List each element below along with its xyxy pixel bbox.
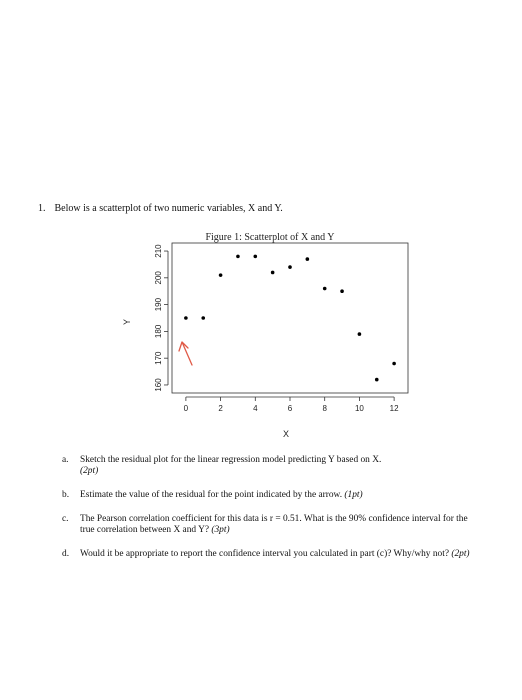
- question-number: 1.: [38, 203, 46, 214]
- x-tick-label: 12: [389, 404, 399, 413]
- x-axis: [184, 397, 399, 413]
- data-point: [288, 265, 292, 269]
- data-point: [201, 316, 205, 320]
- part-d-label: d.: [62, 549, 70, 559]
- x-axis-label: X: [282, 429, 290, 439]
- data-point: [236, 255, 240, 259]
- data-point: [340, 289, 344, 293]
- x-tick-label: 2: [218, 404, 223, 413]
- part-d-points: (2pt): [451, 549, 470, 559]
- part-c: [62, 514, 482, 536]
- data-point: [184, 316, 188, 320]
- data-point: [253, 255, 257, 259]
- data-point: [358, 332, 362, 336]
- part-d-text: Would it be appropriate to report the confidence interval you calculated in part (c)? Why/why not?: [80, 549, 449, 559]
- question-text: Below is a scatterplot of two numeric variables, X and Y.: [54, 203, 283, 214]
- part-b: [62, 490, 482, 501]
- part-c-text: The Pearson correlation coefficient for this data is r = 0.51. What is the 90% confidence interval for the true correlation between X and Y?: [80, 514, 468, 535]
- y-tick-label: 160: [154, 378, 163, 392]
- x-tick-label: 6: [287, 404, 293, 413]
- x-tick-label: 8: [322, 404, 327, 413]
- part-b-text: Estimate the value of the residual for the point indicated by the arrow.: [80, 490, 343, 500]
- y-tick-label: 190: [154, 297, 163, 312]
- data-points: [184, 255, 396, 382]
- x-tick-label: 10: [354, 404, 364, 413]
- y-axis-label: Y: [122, 318, 132, 326]
- part-a-points: (2pt): [80, 466, 99, 476]
- y-tick-label: 210: [154, 244, 163, 258]
- figure-title: Figure 1: Scatterplot of X and Y: [205, 232, 335, 243]
- y-tick-label: 170: [154, 351, 163, 365]
- x-tick-label: 4: [253, 404, 258, 413]
- red-arrow-annotation: [179, 342, 192, 365]
- part-a-text: Sketch the residual plot for the linear regression model predicting Y based on X.: [80, 455, 382, 465]
- part-a: [62, 455, 482, 477]
- part-d: [62, 549, 482, 560]
- data-point: [271, 271, 275, 275]
- data-point: [392, 362, 396, 366]
- part-a-label: a.: [62, 455, 69, 465]
- data-point: [375, 378, 379, 382]
- y-tick-label: 200: [154, 271, 163, 285]
- y-tick-label: 180: [154, 324, 163, 339]
- x-tick-label: 0: [183, 404, 189, 413]
- part-c-label: c.: [62, 514, 69, 524]
- data-point: [323, 287, 327, 291]
- data-point: [306, 257, 310, 261]
- part-b-points: (1pt): [344, 490, 363, 500]
- question-parts: [62, 455, 482, 573]
- part-c-points: (3pt): [211, 525, 230, 535]
- y-axis: [154, 244, 168, 392]
- part-b-label: b.: [62, 490, 70, 500]
- data-point: [219, 273, 223, 277]
